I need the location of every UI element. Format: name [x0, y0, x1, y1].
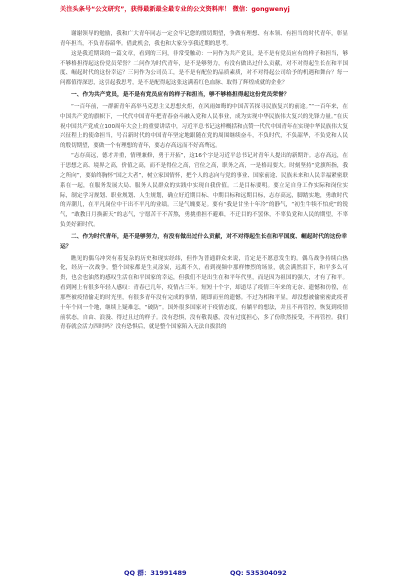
body-paragraph: 谢谢领导的勉励，我和广大青年同志一定会牢记您的殷切期望，争做有理想、有本领、有担当的时代青年，彰显青年担当，不负青春韶华。借此机会，我也和大家分享我近期的思考。: [60, 31, 348, 47]
body-paragraph: “志存高远，德才并重，情理兼修，勇于开拓”，这16个字是习近平总书记对青年人提出的新期许。志存高远，在于思想之高、境界之高，价值之高，而不是得位之高，官位之高，职务之高，一是格局要大。时刻坚持“党旗所指，我之所向”，要始终胸怀“国之大者”，树立家国情怀，把个人的志向与党的事业、国家前途、民族未来和人民幸福紧密联系在一起，在服务发展大局、服务人民群众的实践中实现自我价值。二是目标要明。要立足自身工作实际和岗位实际，制定学习规划、职业规划、人生规划，确立好近期目标、中期目标和远期目标，志存高远，脚踏实地，勇敢时代的弄潮儿，在平凡岗位中干出不平凡的业绩。三是气魄要足。要有“我是甘坐十年冷”的静气，“初生牛犊不怕虎”的锐气，“敢教日月换新天”的志气，宁愿苦干不苦熬，勇挑重担不避难，不迁目的不罢休，不辜负党和人民的期望，不辜负美好新时代。: [60, 153, 348, 229]
body-paragraph: 这是我近期读的一篇文章，看到的三问，非常受触动：一问作为共产党员，是不是有党员应有的样子和担当，够不够格担得起这份党员荣誉？二问作为时代青年，是不是够努力，有没有做出过什么贡献，对不对得起生长在和平国度、崛起时代的这份幸运？三问作为公司员工，是不是有配位的品质素质，对不对得起公司给予的机遇和舞台？每一问都值得深思，这引起我思考，是不是配得起这张这满着红色血脉、取得了辉煌成就的企业？: [60, 50, 348, 87]
qq-number: QQ: 535304092: [230, 569, 287, 577]
body-paragraph: 瞧见的偶乌冲突有着复杂的历史和现实经纬，但作为普通群众来说，肯定是不愿意发生的。偶乌战争持续白热化，经历一次战争，整个国家都是生灵涂炭，远离不久，看到视频中那样惨烈的场景，就会满然泪下，和平多么可贵，也会也油然的感叹生活在和平国家的幸运，但我们不是出生在和平年代里，而是因为祖国的强大，才有了和平。看到网上有很多年轻人感叹：青春已几年，疫情占三年。短短十个字，却道尽了疫情三年来的无奈、遗憾和彷徨，在那些被疫情偷走的时光里，有很多青年没有完成的事情，随即而至的遗憾。不过为相和平显，却没想被偷密密此疫者十年个回一个地，继续上疑难怎，“破防”。国外很多国家对于疫情态度，有躺平的想法，并且不再管控，恢复到疫情前状态，自由、浪漫、得过且过的样子。没有恐惧，没有敬畏感，没有过度担心，多了份欣然接受，不再管控。我们青春就会活力四时吗？没有恐惧后，就是整个国家陷入无法自拔洪的: [60, 255, 348, 331]
section-heading: 一、作为共产党员，是不是有党员应有的样子和担当，够不够格担得起这份党员荣誉？: [71, 92, 290, 99]
body-paragraph: “一百年前，一群新青年高举马克思主义思想火炬，在风雨如晦的中国苦苦探寻民族复兴的前途。”“一百年来，在中国共产党的旗帜下，一代代中国青年把青春奋斗融入党和人民事业，成为实现中华民族伟大复兴的先锋力量。”在庆祝中国共产党成立100周年大会上的重要讲话中，习近平总书记这样概括和点赞一代代中国青年在实现中华民族伟大复兴征程上的使命担当，号召新时代的中国青年坚定地跟随在党的周围继续奋斗，不负时代，不负韶华，不负党和人民的殷切期望，要做一个有理想的青年，要志存高远而不好高骛远。: [60, 103, 348, 150]
document-body: [60, 30, 348, 333]
section-heading: 二、作为时代青年，是不是够努力，有没有做出过什么贡献，对不对得起生长在和平国度、崛起时代的这份幸运？: [60, 233, 347, 250]
qq-group-number: QQ 群：31991489: [124, 569, 187, 577]
promo-banner: 关注头条号“公文研究”，获得最新最全最专业的公文资料库！ 微信：gongwenyj: [60, 6, 290, 13]
contact-footer: [0, 567, 408, 579]
